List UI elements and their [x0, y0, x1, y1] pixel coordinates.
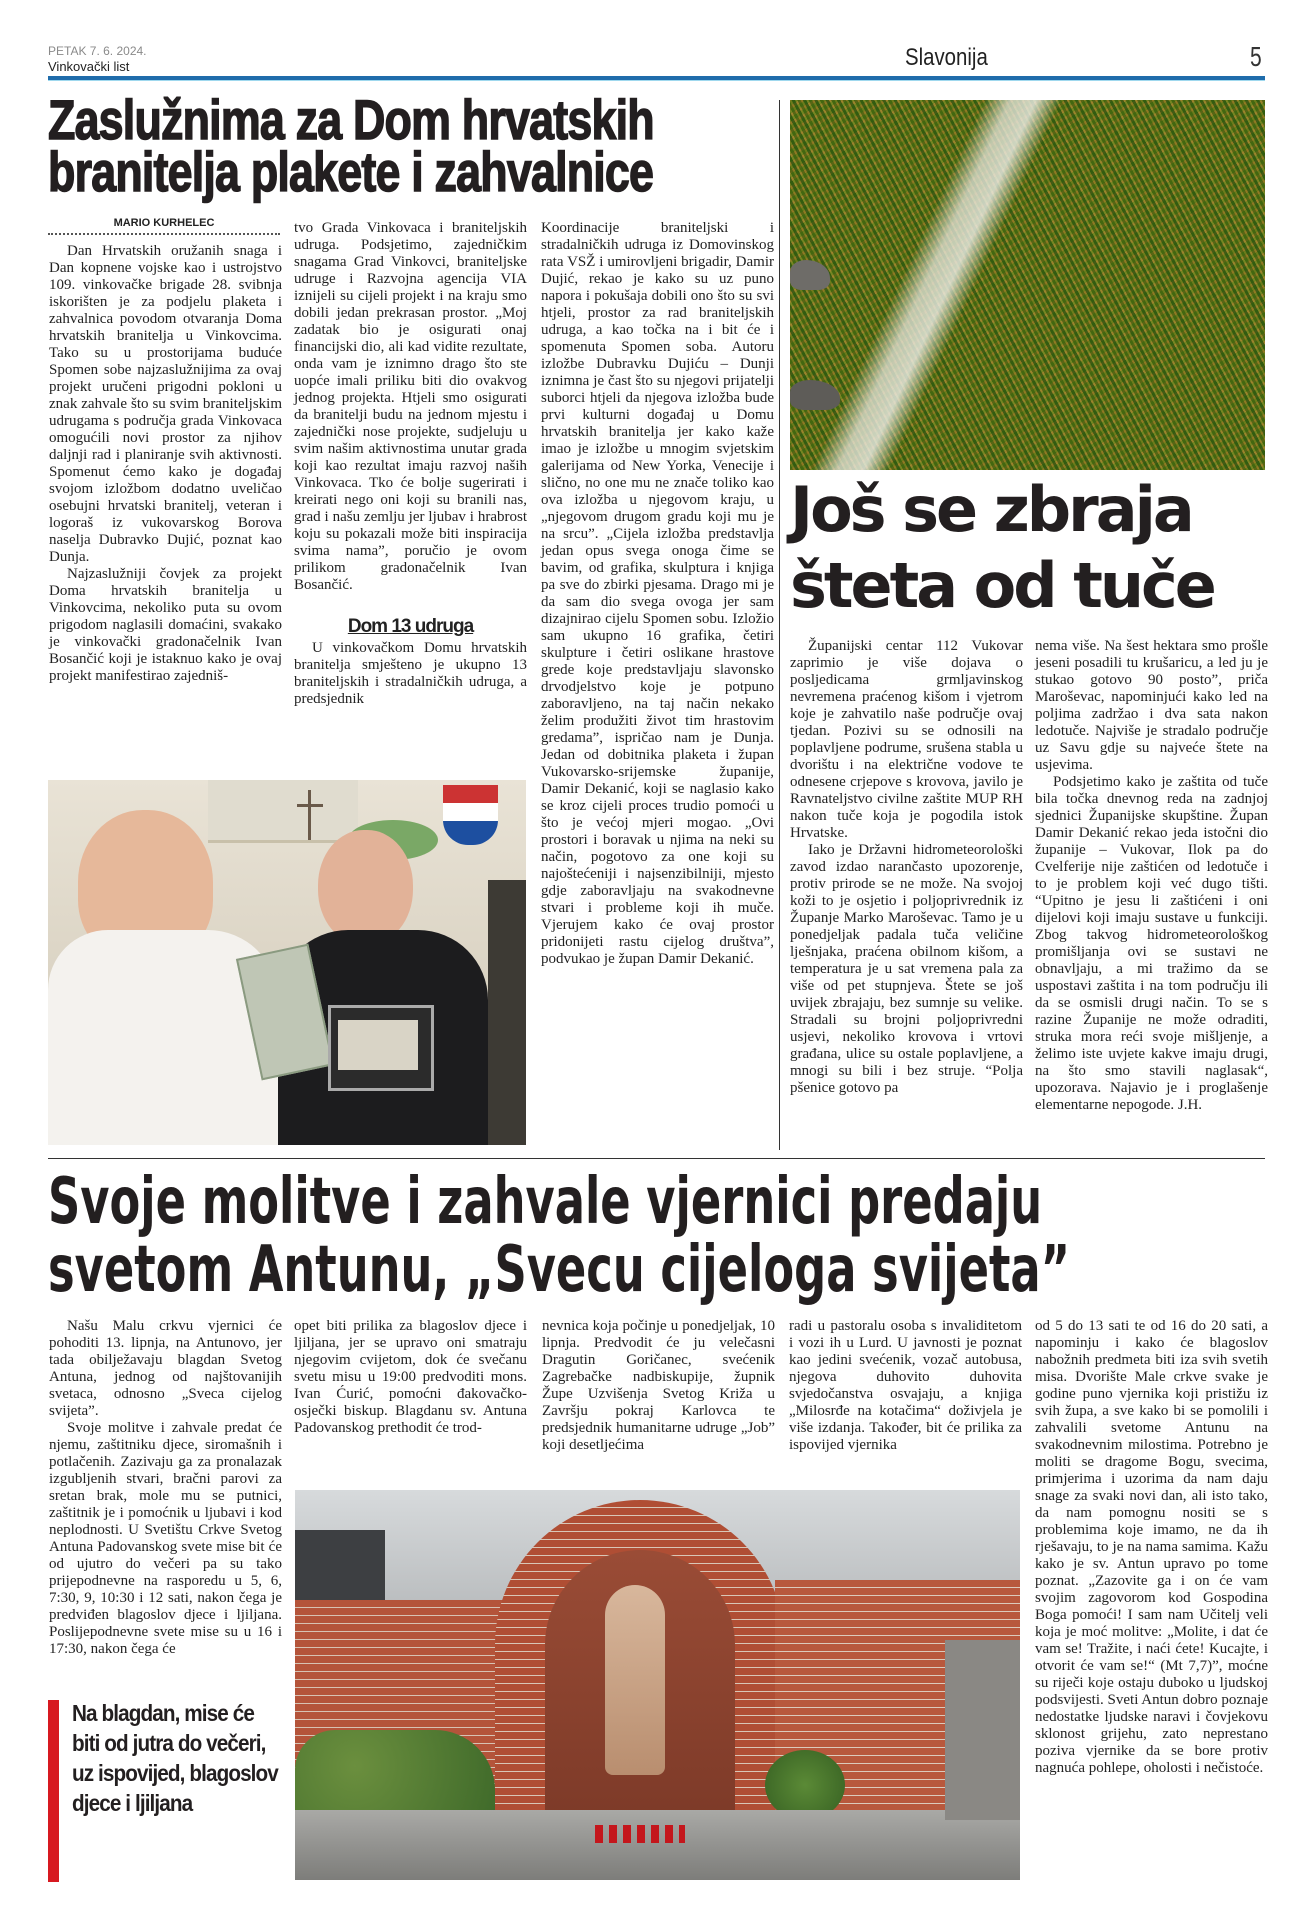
st-anthony-chapel-photo	[295, 1490, 1020, 1880]
paragraph: nema više. Na šest hektara smo prošle jeseni posadili tu krušaricu, a led ju je stukao gotovo 90 posto”, priča Maroševac, napominjući kako led na poljima zadržao i dva sata nakon ledotuče. Najviše je stradalo područje uz Savu gdje su najveće štete na usjevima.	[1035, 638, 1268, 773]
pull-quote-bar	[48, 1700, 59, 1882]
headline-line: svetom Antunu, „Svecu cijeloga svijeta”	[48, 1233, 1071, 1307]
byline-divider	[48, 233, 280, 235]
paragraph: U vinkovačkom Domu hrvatskih branitelja smješteno je ukupno 13 braniteljskih i stradalničkih udruga, a predsjednik	[294, 640, 527, 707]
hail-damaged-wheat-photo	[790, 100, 1265, 470]
paragraph: Svoje molitve i zahvale predat će njemu, zaštitniku djece, siromašnih i potlačenih. Zazivaju ga za pronalazak izgubljenih stvari, bračni parovi za sretan brak, mole mu se putnici, zaštitnik je i pomoćnik u ljubavi i kod neplodnosti. U Svetištu Crkve Svetog Antuna Padovanskog svete mise bit će od ujutro do večeri pa su tako prijepodnevne na rasporedu u 5, 6, 7:30, 9, 10:30 i 12 sati, nakon čega je predviđen blagoslov djece i ljiljana. Poslijepodnevne svete mise su u 16 i 17:30, nakon čega će	[49, 1420, 282, 1657]
candles	[595, 1825, 685, 1843]
article3-column-1	[49, 1318, 282, 1658]
paragraph: nevnica koja počinje u ponedjeljak, 10 lipnja. Predvodit će ju velečasni Dragutin Goričanec, svećenik Zagrebačke nadbiskupije, župnik Župe Uzvišenja Svetog Križa u Završju pokraj Karlovca te predsjednik humanitarne udruge „Job” koji desetljećima	[542, 1318, 775, 1453]
article2-column-1	[790, 638, 1023, 1097]
award-ceremony-photo	[48, 780, 526, 1145]
paragraph: tvo Grada Vinkovaca i braniteljskih udruga. Podsjetimo, zajedničkim snagama Grad Vinkovci, braniteljske udruge i Razvojna agencija VIA iznijeli su cijeli projekt i na kraju smo dobili jedan prekrasan prostor. „Moj zadatak bio je osigurati onaj financijski dio, ali kad vidite rezultate, onda vam je iznimno drago što ste uopće imali priliku biti dio ovakvog jednog projekta. Htjeli smo osigurati da branitelji budu na jednom mjestu i zajednički nose projekte, sudjeluju u svim našim aktivnostima unutar grada koji kao rezultat imaju razvoj naših Vinkovaca. Tko će bolje sugerirati i kreirati nego oni koji su branili nas, grad i našu zemlju jer ljubav i hrabrost koju su pokazali može biti inspiracija svima nama”, poručio je ovom prilikom gradonačelnik Ivan Bosančić.	[294, 220, 527, 593]
paragraph: Našu Malu crkvu vjernici će pohoditi 13. lipnja, na Antunovo, jer tada obilježavaju blagdan Svetog Antuna, jednog od najštovanijih svetaca, odnosno „Sveca cijelog svijeta”.	[49, 1318, 282, 1419]
section-title: Slavonija	[905, 44, 988, 71]
article1-headline	[48, 88, 768, 203]
article1-column-1	[49, 243, 282, 685]
shrubs	[295, 1730, 495, 1820]
article3-column-5	[1035, 1318, 1268, 1777]
page-number: 5	[1249, 41, 1262, 72]
article2-column-2	[1035, 638, 1268, 1114]
article1-column-2	[294, 220, 527, 708]
headline-line: šteta od tuče	[790, 549, 1214, 622]
newspaper-name: Vinkovački list	[48, 59, 130, 74]
paragraph: radi u pastoralu osoba s invaliditetom i vozi ih u Lurd. U javnosti je poznat kao jedini svećenik, vozač autobusa, njegova duhovito duhovita svjedočanstva osvajaju, a knjiga „Milosrđe na kotačima“ doživjela je više izdanja. Također, bit će prilika za ispovijed vjernika	[789, 1318, 1022, 1453]
paragraph: Koordinacije braniteljski i stradalničkih udruga iz Domovinskog rata VSŽ i umirovljeni brigadir, Damir Dujić, rekao je kako su uz puno napora i pokušaja dobili ono što su svi htjeli, prostor za rad braniteljskih udruga, a kao točka na i bit će i spomenuta Spomen soba. Autoru izložbe Dubravku Dujiću – Dunji iznimna je čast što su njegovi prijatelji suborci htjeli da njegova izložba bude prvi kulturni događaj u Domu hrvatskih branitelja jer kako kaže imao je izložbe u mnogim svjetskim galerijama od New Yorka, Venecije i slično, no one mu ne znače toliko kao ova izložba u njegovom kraju, u „njegovom drugom gradu koji mu je na srcu”. „Cijela izložba predstavlja jedan opus svega onoga čime se bavim, od grafika, skulptura i knjiga pa sve do zbirki pjesama. Drago mi je da sam dio svega ovoga jer sam dizajnirao cijelu Spomen sobu. Izložio sam ukupno 16 grafika, četiri skulpture i četiri oslikane hrastove grede koje predstavljaju slavonsko drvodjelstvo koje je potpuno zaboravljeno, na taj način nekako želim produžiti život tim hrastovim gredama”, ispričao nam je Dunja. Jedan od dobitnika plaketa i župan Vukovarsko-srijemske županije, Damir Dekanić, koji se naglasio kako se kroz cijeli proces trudio pomoći u što je većoj mjeri mogao. „Ovi prostori i boravak u njima na neki su način, pogotovo za one koji su najoštećeniji i najsenzibilniji, mjesto gdje zaboravljaju na svakodnevne stvari i probleme koji ih muče. Vjerujem kako će ovaj prostor pridonijeti rastu cijelog društva”, podvukao je župan Damir Dekanić.	[541, 220, 774, 967]
saint-statue	[605, 1585, 665, 1775]
article3-column-3	[542, 1318, 775, 1454]
section-divider	[48, 1158, 1265, 1159]
article2-headline	[790, 472, 1214, 624]
article3-column-2	[294, 1318, 527, 1437]
headline-line: Svoje molitve i zahvale vjernici predaju	[48, 1165, 1043, 1239]
paragraph: od 5 do 13 sati te od 16 do 20 sati, a napominju i kako će blagoslov nabožnih predmeta biti iza svih svetih misa. Dvorište Male crkve svake je godine puno vjernika koji pristižu iz svih župa, a sve kako bi se pomolili i zahvalili svetome Antunu na svakodnevnim milostima. Potrebno je moliti se dragome Bogu, svecima, primjerima i uzorima da nam daju snage za svaki novi dan, ali isto tako, da nam pomognu nositi se s problemima koje imamo, ne da ih rješavaju, to je na nama samima. Kažu kako je sv. Antun upravo po tome poznat. „Zazovite ga i on će vam svojim zagovorom kod Gospodina Boga pomoći! I sam nam Učitelj veli koja je moć molitve: „Molite, i dat će vam se! Tražite, i naći ćete! Kucajte, i otvorit će vam se!“ (Mt 7,7)”, moćne su riječi koje ostaju duboko u ljudskoj podsvijesti. Sveti Antun dobro poznaje nedostatke ljudske naravi i čovjekovu sklonost grijehu, zato neprestano poziva vjernike da se bore protiv nagnuća pohlepe, oholosti i nečistoće.	[1035, 1318, 1268, 1776]
paragraph: Iako je Državni hidrometeorološki zavod izdao narančasto upozorenje, protiv prirode se ne može. Na svojoj koži to je osjetio i poljoprivrednik iz Županje Marko Maroševac. Tamo je u ponedjeljak padala tuča veličine lješnjaka, praćena obilnom kišom, a temperatura je u sat vremena pala za više od pet stupnjeva. Štete se još uvijek zbrajaju, bez sumnje su velike. Stradali su brojni poljoprivredni usjevi, nekoliko krovova i vrtovi građana, ulice su ostale poplavljene, a mnogi su bili i bez struje. “Polja pšenice gotovo pa	[790, 842, 1023, 1096]
column-divider	[779, 100, 780, 1150]
subheading: Dom 13 udruga	[347, 616, 474, 637]
issue-date: PETAK 7. 6. 2024.	[48, 44, 147, 58]
headline-line: branitelja plakete i zahvalnice	[48, 140, 654, 203]
paragraph: Podsjetimo kako je zaštita od tuče bila točka dnevnog reda na zadnjoj sjednici Županijske skupštine. Župan Damir Dekanić rekao jeda istočni dio županije – Vukovar, Ilok pa do Cvelferije nije zaštićen od ledotuče i to je problem koji već dugo tišti. “Upitno je jesu li zaštićeni i oni dijelovi koji imaju sustave u funkciji. Zbog takvog hidrometeorološkog promišljanja ovi se sustavi ne obnavljaju, a mi tražimo da se uspostavi zaštita i na tom području ili da se osmisli drugi način. To se s razine Županije ne može odraditi, struka mora reći svoje mišljenje, a želimo iste uvjete kakve imaju drugi, na što smo stavili naglasak“, upozorava. Najavio je i proglašenje elementarne nepogode. J.H.	[1035, 774, 1268, 1113]
boot	[790, 260, 830, 290]
byline: MARIO KURHELEC	[113, 217, 215, 229]
paragraph: opet biti prilika za blagoslov djece i ljiljana, jer se upravo oni smatraju njegovim cvijetom, dok će svečanu svetu misu u 19:00 predvoditi mons. Ivan Ćurić, pomoćni đakovačko-osječki biskup. Blagdanu sv. Antuna Padovanskog prethodit će trod-	[294, 1318, 527, 1436]
header-rule-accent	[48, 80, 1265, 81]
headline-line: Zaslužnima za Dom hrvatskih	[48, 88, 654, 151]
crucifix-icon	[308, 790, 311, 840]
article1-column-3	[541, 220, 774, 968]
article3-column-4	[789, 1318, 1022, 1454]
paragraph: Županijski centar 112 Vukovar zaprimio je više dojava o posljedicama grmljavinskog nevremena praćenog kišom i vjetrom koje je zahvatilo naše područje ovaj tjedan. Pozivi su se odnosili na poplavljene podrume, srušena stabla u dvorištu i na električne vodove te odnesene crjepove s krovova, javilo je Ravnateljstvo civilne zaštite MUP RH nakon tuče koja je pogodila istok Hrvatske.	[790, 638, 1023, 841]
steps	[295, 1810, 1020, 1880]
article3-headline	[48, 1165, 1071, 1307]
man-right	[318, 830, 413, 945]
coat-of-arms	[443, 785, 498, 845]
headline-line: Još se zbraja	[790, 473, 1192, 546]
paragraph: Dan Hrvatskih oružanih snaga i Dan kopnene vojske kao i ustrojstvo 109. vinkovačke brigade 28. svibnja iskorišten je za podjelu plaketa i zahvalnica povodom otvaranja Doma hrvatskih branitelja u Vinkovcima. Tako su u prostorijama buduće Spomen sobe najzaslužnijima za ovaj projekt uručeni prigodni pokloni u znak zahvale što su svim braniteljskim udrugama s područja grada Vinkovaca omogućili novi prostor za njihov daljnji rad i planiranje svih aktivnosti. Spomenut ćemo kako je događaj svojom izložbom dodatno uveličao osebujni hrvatski branitelj, veteran i logoraš iz vukovarskog Borova naselja Dubravko Dujić, poznat kao Dunja.	[49, 243, 282, 565]
pull-quote: Na blagdan, mise će biti od jutra do večeri, uz ispovijed, blagoslov djece i ljiljana	[72, 1700, 278, 1816]
paragraph: Najzaslužniji čovjek za projekt Doma hrvatskih branitelja u Vinkovcima, nekoliko puta su ovom prigodom naglasili domaćini, svakako je vinkovački gradonačelnik Ivan Bosančić koji je istaknuo kako je ovaj projekt manifestirao zajedniš-	[49, 566, 282, 684]
